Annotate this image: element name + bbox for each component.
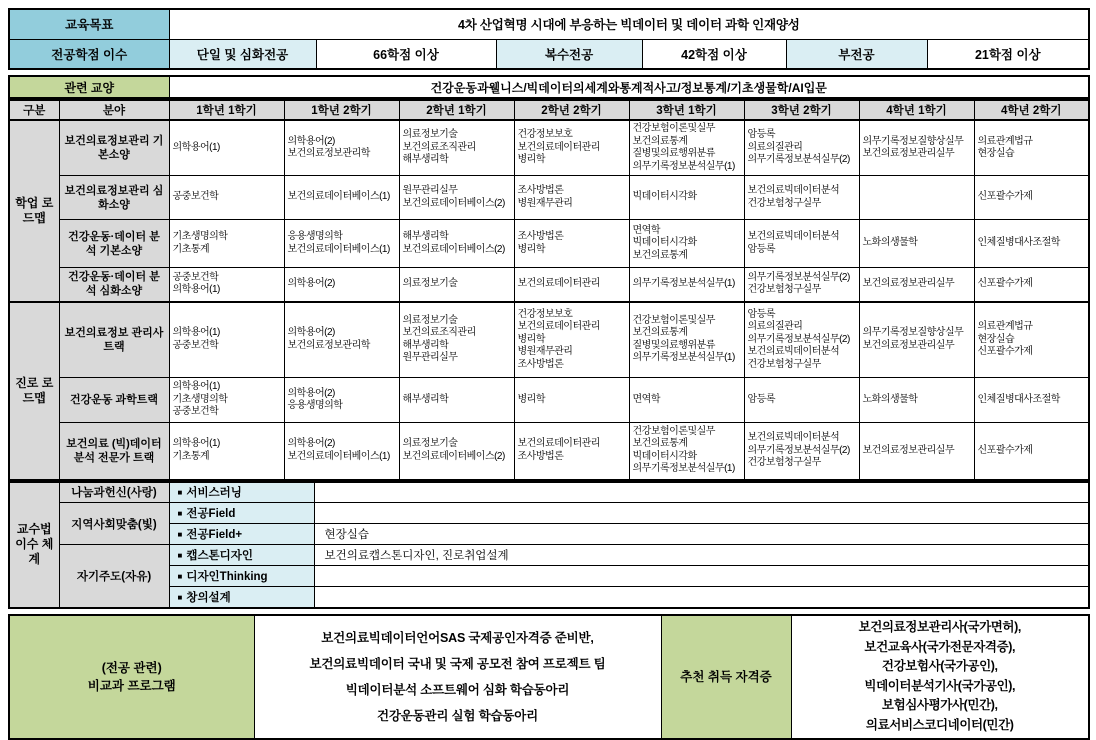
course-name: 의학용어(1) [172,327,220,339]
course-name: 질병및의료행위분류 [632,339,715,351]
section-label: 학업 로드맵 [9,120,59,302]
column-header: 4학년 2학기 [974,100,1089,120]
field-label: 보건의료 (빅)데이터 분석 전문가 트랙 [59,423,169,480]
course-name: 의료정보기술 [402,314,458,326]
course-name: 보건의료조직관리 [402,141,476,153]
credit-type-double: 복수전공 [496,39,642,69]
course-name: 보건의료데이터관리 [517,278,600,289]
course-name: 보건의료데이터베이스(2) [402,197,505,209]
roadmap-header-row [9,100,1089,120]
course-name: 의학용어(1) [172,381,220,393]
course-name: 공중보건학 [172,406,219,418]
course-cell [284,176,399,220]
pedagogy-group-label: 지역사회맞춤(빛) [59,503,169,545]
course-name: 해부생리학 [402,231,449,242]
course-cell [399,378,514,423]
course-name: 기초통계 [172,243,210,255]
course-cell [744,268,859,302]
field-label: 건강운동·데이터 분석 기본소양 [59,220,169,268]
certificate-item: 보건교육사(국가전문자격증), [864,639,1016,654]
course-name: 의료의질관리 [747,141,803,153]
course-name: 건강보험청구실무 [747,284,821,296]
course-cell [284,423,399,480]
pedagogy-section-label: 교수법 이수 체계 [9,482,59,608]
course-name: 의무기록정보분석실무(2) [747,444,850,456]
pedagogy-row [9,566,1089,587]
pedagogy-body [9,482,1089,608]
course-name: 보건의료정보관리학 [287,339,370,351]
extracurricular-label-line1: (전공 관련) [101,660,162,675]
course-cell [169,120,284,176]
course-name: 의학용어(2) [287,327,335,339]
course-name: 의학용어(1) [172,438,220,450]
pedagogy-item-label: ■ 디자인Thinking [169,566,314,587]
course-cell [399,268,514,302]
roadmap-row [9,302,1089,378]
course-cell [974,268,1089,302]
course-name: 조사방법론 [517,231,564,242]
course-cell [284,302,399,378]
course-cell [744,120,859,176]
course-name: 의무기록정보분석실무(1) [632,160,735,172]
course-name: 암등록 [747,308,775,320]
course-name: 병리학 [517,154,545,166]
liberal-value: 건강운동과웰니스/빅데이터의세계와통계적사고/정보통계/기초생물학/AI입문 [169,76,1089,98]
course-name: 해부생리학 [402,393,449,405]
course-name: 빅데이터시각화 [632,237,697,249]
course-name: 건강보험이론및실무 [632,314,715,326]
course-cell [169,268,284,302]
course-cell [629,176,744,220]
course-name: 보건의료조직관리 [402,327,476,339]
roadmap-row [9,378,1089,423]
bottom-row [9,615,1089,739]
course-name: 보건의료통계 [632,327,688,339]
course-name: 응용생명의학 [287,231,343,242]
course-name: 의학용어(2) [287,438,335,450]
course-cell [399,120,514,176]
bullet-square-icon: ■ [177,509,183,518]
course-name: 질병및의료행위분류 [632,148,715,159]
course-name: 보건의료데이터베이스(2) [402,450,505,462]
course-name: 암등록 [747,243,775,255]
program-item: 건강운동관리 실험 학습동아리 [377,708,538,723]
course-cell [629,378,744,423]
pedagogy-item-label: ■ 서비스러닝 [169,482,314,503]
course-cell [859,378,974,423]
column-header: 3학년 2학기 [744,100,859,120]
course-name: 암등록 [747,393,775,405]
course-name: 의료정보기술 [402,129,458,141]
column-header: 분야 [59,100,169,120]
course-cell [859,302,974,378]
pedagogy-row [9,482,1089,503]
pedagogy-item-label: ■ 전공Field+ [169,524,314,545]
extracurricular-programs [254,615,661,739]
program-item: 보건의료빅데이터언어SAS 국제공인자격증 준비반, [321,630,594,645]
liberal-label: 관련 교양 [9,76,169,98]
course-name: 의료정보기술 [402,438,458,450]
course-cell [629,423,744,480]
roadmap-row [9,176,1089,220]
course-cell [399,423,514,480]
field-label: 보건의료정보관리 기본소양 [59,120,169,176]
course-name: 빅데이터시각화 [632,450,697,462]
course-name: 의학용어(2) [287,278,335,289]
pedagogy-row [9,503,1089,524]
course-name: 의료정보기술 [402,278,458,289]
course-cell [514,220,629,268]
course-name: 의무기록정보분석실무(1) [632,352,735,364]
liberal-row [9,76,1089,98]
course-name: 보건의료정보관리실무 [862,148,955,159]
course-name: 의무기록정보분석실무(2) [747,271,850,283]
extracurricular-label-line2: 비교과 프로그램 [87,678,176,693]
course-name: 노화의생물학 [862,237,918,249]
pedagogy-item-label: ■ 전공Field [169,503,314,524]
course-name: 인체질병대사조절학 [977,393,1060,405]
column-header: 2학년 1학기 [399,100,514,120]
course-name: 의료의질관리 [747,321,803,332]
course-cell [859,220,974,268]
course-name: 암등록 [747,129,775,141]
course-cell [399,302,514,378]
course-cell [629,302,744,378]
course-name: 신포괄수가제 [977,346,1033,357]
bullet-square-icon: ■ [177,530,183,539]
goal-row [9,9,1089,39]
course-name: 조사방법론 [517,185,564,196]
course-name: 현장실습 [977,333,1015,345]
course-cell [169,423,284,480]
course-name: 인체질병대사조절학 [977,237,1060,249]
course-name: 보건의료빅데이터분석 [747,185,840,196]
course-cell [744,176,859,220]
pedagogy-row [9,545,1089,566]
roadmap-table [8,99,1090,481]
course-name: 의료관계법규 [977,321,1033,332]
course-name: 보건의료통계 [632,438,688,450]
course-name: 신포괄수가제 [977,278,1033,289]
course-name: 원무관리실무 [402,352,458,364]
pedagogy-item-label: ■ 캡스톤디자인 [169,545,314,566]
course-cell [974,302,1089,378]
course-name: 보건의료데이터베이스(2) [402,243,505,255]
course-name: 조사방법론 [517,358,564,370]
course-name: 보건의료통계 [632,135,688,147]
bullet-square-icon: ■ [177,592,183,602]
course-name: 보건의료데이터관리 [517,438,600,450]
course-name: 보건의료정보관리실무 [862,278,955,289]
course-name: 면역학 [632,393,660,405]
course-name: 병리학 [517,243,545,255]
roadmap-row [9,120,1089,176]
course-name: 해부생리학 [402,339,449,351]
pedagogy-item-value: 현장실습 [314,524,1089,545]
course-name: 건강보험청구실무 [747,197,821,209]
course-name: 건강정보보호 [517,129,573,141]
course-name: 의무기록정보분석실무(2) [747,154,850,166]
pedagogy-item-value [314,566,1089,587]
section-label: 진로 로드맵 [9,302,59,480]
course-name: 의료관계법규 [977,135,1033,147]
course-name: 보건의료빅데이터분석 [747,346,840,357]
course-cell [514,423,629,480]
course-cell [974,120,1089,176]
goal-value: 4차 산업혁명 시대에 부응하는 빅데이터 및 데이터 과학 인재양성 [169,9,1089,39]
course-name: 보건의료빅데이터분석 [747,231,840,242]
course-cell [514,268,629,302]
course-cell [974,176,1089,220]
course-cell [859,423,974,480]
certificate-item: 의료서비스코디네이터(민간) [865,717,1014,732]
course-cell [169,378,284,423]
certificate-item: 보험심사평가사(민간), [881,698,998,712]
roadmap-row [9,220,1089,268]
course-name: 공중보건학 [172,191,219,203]
course-name: 현장실습 [977,148,1015,159]
course-name: 공중보건학 [172,271,219,283]
course-name: 건강보험이론및실무 [632,123,715,134]
certificate-item: 건강보험사(국가공인), [881,659,998,673]
field-label: 건강운동·데이터 분석 심화소양 [59,268,169,302]
course-cell [629,268,744,302]
column-header: 구분 [9,100,59,120]
program-item: 보건의료빅데이터 국내 및 국제 공모전 참여 프로젝트 팀 [309,656,606,671]
course-cell [859,120,974,176]
roadmap-row [9,268,1089,302]
credits-label: 전공학점 이수 [9,39,169,69]
course-name: 보건의료정보관리실무 [862,339,955,351]
course-name: 의학용어(2) [287,387,335,399]
program-item: 빅데이터분석 소프트웨어 심화 학습동아리 [345,682,570,697]
course-name: 보건의료데이터베이스(1) [287,450,390,462]
course-cell [744,378,859,423]
course-name: 건강보험청구실무 [747,358,821,370]
course-name: 의학용어(1) [172,141,220,153]
course-name: 원무관리실무 [402,185,458,196]
course-name: 빅데이터시각화 [632,191,697,203]
column-header: 4학년 1학기 [859,100,974,120]
course-cell [399,220,514,268]
course-name: 보건의료데이터관리 [517,321,600,332]
column-header: 3학년 1학기 [629,100,744,120]
roadmap-body [9,100,1089,480]
course-name: 의무기록정보분석실무(2) [747,333,850,345]
field-label: 건강운동 과학트랙 [59,378,169,423]
course-cell [859,268,974,302]
pedagogy-item-value [314,482,1089,503]
certificates-list [791,615,1089,739]
bullet-square-icon: ■ [177,488,183,498]
roadmap-row [9,423,1089,480]
pedagogy-table [8,481,1090,609]
course-name: 보건의료통계 [632,249,688,261]
pedagogy-row [9,524,1089,545]
course-cell [974,423,1089,480]
pedagogy-item-value [314,503,1089,524]
credit-value-minor: 21학점 이상 [927,39,1089,69]
column-header: 1학년 2학기 [284,100,399,120]
course-name: 보건의료데이터베이스(1) [287,191,390,203]
course-name: 해부생리학 [402,154,449,166]
course-cell [744,423,859,480]
course-cell [284,378,399,423]
pedagogy-group-label: 자기주도(자유) [59,545,169,608]
goal-label: 교육목표 [9,9,169,39]
course-cell [744,220,859,268]
course-cell [284,120,399,176]
course-cell [169,220,284,268]
course-name: 보건의료빅데이터분석 [747,432,840,443]
course-name: 보건의료정보관리실무 [862,444,955,456]
certificate-item: 보건의료정보관리사(국가면허), [858,620,1021,634]
course-name: 보건의료정보관리학 [287,148,370,159]
course-name: 의학용어(2) [287,135,335,147]
course-name: 의무기록정보분석실무(1) [632,463,735,475]
course-name: 공중보건학 [172,339,219,351]
course-name: 기초생명의학 [172,393,228,405]
course-cell [974,220,1089,268]
credit-type-minor: 부전공 [786,39,927,69]
course-cell [514,302,629,378]
course-name: 의무기록정보질향상실무 [862,135,964,147]
pedagogy-group-label: 나눔과헌신(사랑) [59,482,169,503]
course-name: 병리학 [517,333,545,345]
course-name: 보건의료데이터베이스(1) [287,243,390,255]
course-name: 의학용어(1) [172,284,220,296]
course-name: 병원재무관리 [517,346,573,357]
course-name: 기초통계 [172,450,210,462]
course-name: 의무기록정보질향상실무 [862,327,964,339]
course-name: 건강보험이론및실무 [632,425,715,437]
course-cell [514,378,629,423]
column-header: 1학년 1학기 [169,100,284,120]
course-cell [284,268,399,302]
course-cell [169,176,284,220]
course-name: 병원재무관리 [517,197,573,209]
pedagogy-item-value [314,587,1089,608]
bullet-square-icon: ■ [177,551,183,560]
field-label: 보건의료정보 관리사트랙 [59,302,169,378]
pedagogy-item-value: 보건의료캡스톤디자인, 진로취업설계 [314,545,1089,566]
course-name: 조사방법론 [517,450,564,462]
course-name: 기초생명의학 [172,231,228,242]
course-cell [514,120,629,176]
course-cell [629,120,744,176]
course-cell [514,176,629,220]
credit-type-single: 단일 및 심화전공 [169,39,316,69]
pedagogy-row [9,587,1089,608]
course-name: 건강보험청구실무 [747,457,821,468]
course-cell [284,220,399,268]
credits-row [9,39,1089,69]
course-name: 의무기록정보분석실무(1) [632,278,735,289]
field-label: 보건의료정보관리 심화소양 [59,176,169,220]
course-name: 노화의생물학 [862,393,918,405]
course-name: 신포괄수가제 [977,191,1033,203]
column-header: 2학년 2학기 [514,100,629,120]
course-cell [859,176,974,220]
credit-value-double: 42학점 이상 [642,39,786,69]
goal-credits-table [8,8,1090,70]
course-cell [399,176,514,220]
course-name: 보건의료데이터관리 [517,141,600,153]
course-cell [629,220,744,268]
course-name: 건강정보보호 [517,308,573,320]
credit-value-single: 66학점 이상 [316,39,496,69]
liberal-arts-table [8,75,1090,99]
course-cell [169,302,284,378]
bullet-square-icon: ■ [177,572,183,581]
course-cell [744,302,859,378]
bottom-table [8,614,1090,740]
course-name: 면역학 [632,224,660,236]
pedagogy-item-label: ■ 창의설계 [169,587,314,608]
course-name: 응용생명의학 [287,400,343,411]
certificate-item: 빅데이터분석기사(국가공인), [864,678,1016,693]
extracurricular-label [9,615,254,739]
course-name: 병리학 [517,393,545,405]
course-name: 신포괄수가제 [977,444,1033,456]
certificates-label: 추천 취득 자격증 [661,615,791,739]
course-cell [974,378,1089,423]
